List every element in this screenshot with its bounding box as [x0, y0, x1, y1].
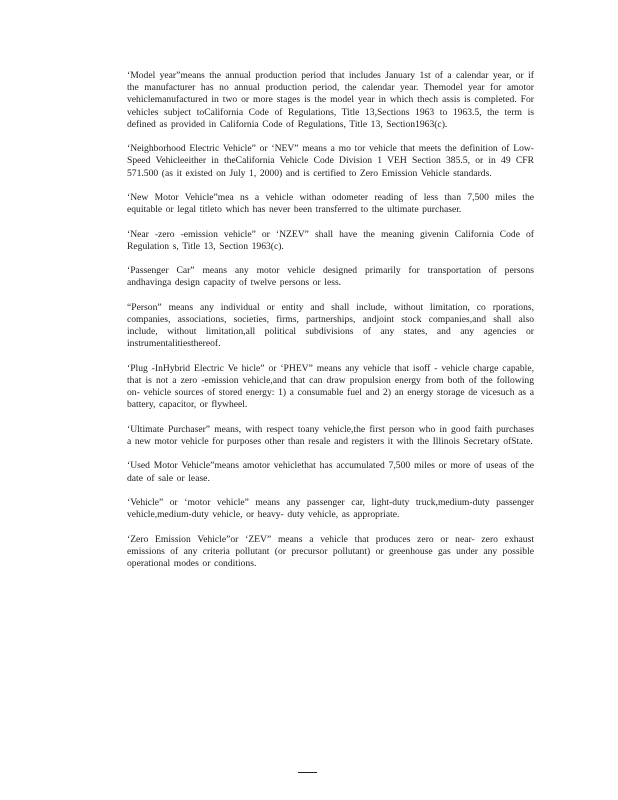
definition-vehicle: ‘Vehicle” or ‘motor vehicle” means any passenger car, light-duty truck,medium-duty passenger vehicle,medium-duty vehicle, or heavy- duty vehicle, as appropriate.	[127, 496, 534, 521]
definition-passenger-car: ‘Passenger Car” means any motor vehicle designed primarily for transportation of persons andhavinga design capacity of twelve persons or less.	[127, 265, 534, 289]
definition-near-zero-emission-vehicle: ‘Near -zero -emission vehicle” or ‘NZEV” shall have the meaning givenin California Code of Regulation s, Title 13, Section 1963(c).	[127, 228, 534, 252]
definition-plug-in-hybrid-electric-vehicle: ‘Plug -InHybrid Electric Ve hicle” or ‘PHEV” means any vehicle that isoff - vehicle charge capable, that is not a zero -emission vehicle,and that can draw propulsion energy from both of the following on- vehicle sources of stored energy: 1) a consumable fuel and 2) an energy storage de vicesuch as a battery, capacitor, or flywheel.	[127, 362, 534, 411]
definition-used-motor-vehicle: ‘Used Motor Vehicle”means amotor vehiclethat has accumulated 7,500 miles or more of useas of the date of sale or lease.	[127, 460, 534, 484]
definitions-list	[127, 70, 534, 582]
definition-model-year: ‘Model year”means the annual production period that includes January 1st of a calendar year, or if the manufacturer has no annual production period, the calendar year. Themodel year for amotor vehiclemanufactured in two or more stages is the model year in which thech assis is completed. For vehicles subject toCalifornia Code of Regulations, Title 13,Sections 1963 to 1963.5, the term is defined as provided in California Code of Regulations, Title 13, Section1963(c).	[127, 70, 534, 130]
definition-neighborhood-electric-vehicle: ‘Neighborhood Electric Vehicle” or ‘NEV” means a mo tor vehicle that meets the definition of Low- Speed Vehicleeither in theCalifornia Vehicle Code Division 1 VEH Section 385.5, or in 49 CFR 571.500 (as it existed on July 1, 2000) and is certified to Zero Emission Vehicle standards.	[127, 143, 534, 179]
footer-rule	[298, 772, 317, 773]
definition-ultimate-purchaser: ‘Ultimate Purchaser” means, with respect toany vehicle,the first person who in good faith purchases a new motor vehicle for purposes other than resale and registers it with the Illinois Secretary ofState.	[127, 423, 534, 447]
definition-zero-emission-vehicle: ‘Zero Emission Vehicle”or ‘ZEV” means a vehicle that produces zero or near- zero exhaust emissions of any criteria pollutant (or precursor pollutant) or greenhouse gas under any possible operational modes or conditions.	[127, 533, 534, 569]
definition-new-motor-vehicle: ‘New Motor Vehicle”mea ns a vehicle withan odometer reading of less than 7,500 miles the equitable or legal titleto which has never been transferred to the ultimate purchaser.	[127, 192, 534, 216]
definition-person: “Person” means any individual or entity and shall include, without limitation, co rporations, companies, associations, societies, firms, partnerships, andjoint stock companies,and shall also include, without limitation,all political subdivisions of any states, and any agencies or instrumentalitiesthereof.	[127, 301, 534, 350]
